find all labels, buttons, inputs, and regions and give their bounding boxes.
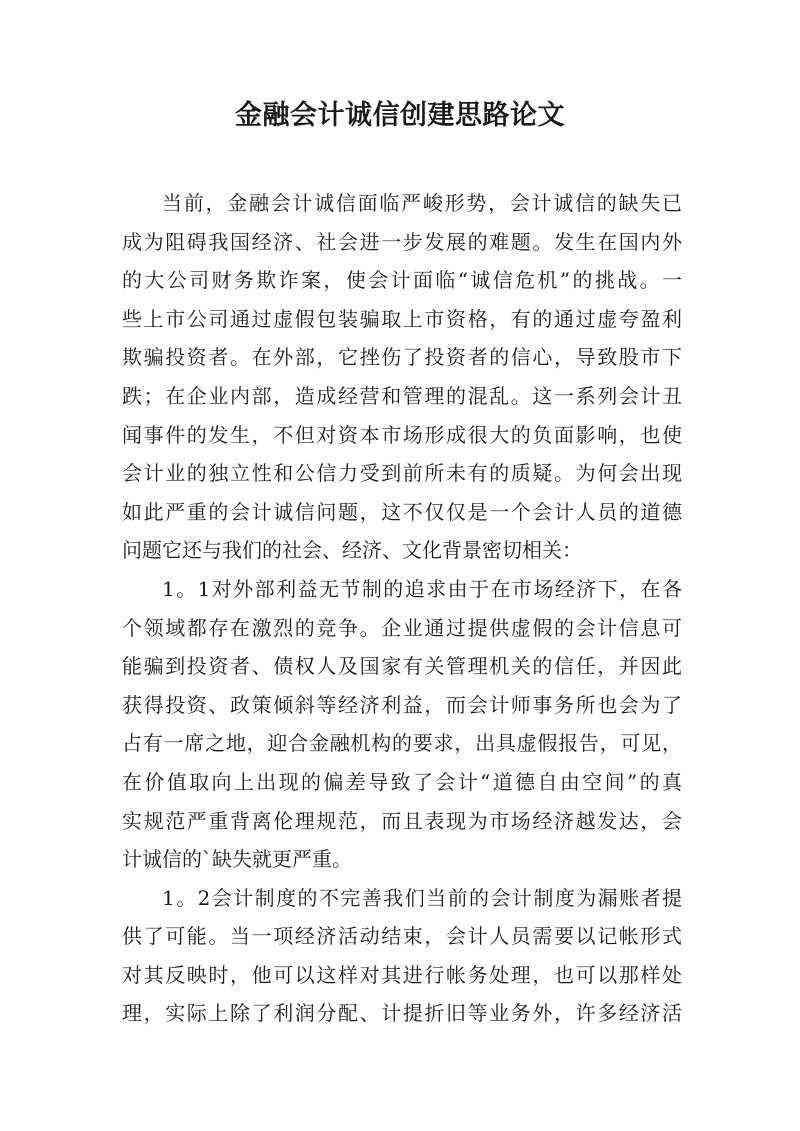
paragraph-line: 能骗到投资者、债权人及国家有关管理机关的信任，并因此 [122,654,682,679]
paragraph-line: 欺骗投资者。在外部，它挫伤了投资者的信心，导致股市下 [122,345,682,370]
paragraph-line: 问题它还与我们的社会、经济、文化背景密切相关： [122,538,582,563]
paragraph-line: 当前，金融会计诚信面临严峻形势，会计诚信的缺失已 [162,191,682,215]
paragraph-line: 1。1对外部利益无节制的追求由于在市场经济下，在各 [162,576,682,601]
paragraph-line: 些上市公司通过虚假包装骗取上市资格，有的通过虚夸盈利 [122,306,682,331]
paragraph-line: 跌；在企业内部，造成经营和管理的混乱。这一系列会计丑 [122,383,682,408]
paragraph-line: 如此严重的会计诚信问题，这不仅仅是一个会计人员的道德 [122,499,682,524]
paragraph-line: 在价值取向上出现的偏差导致了会计“道德自由空间”的真 [122,769,682,794]
paragraph-line: 对其反映时，他可以这样对其进行帐务处理，也可以那样处 [122,962,682,987]
paragraph-line: 供了可能。当一项经济活动结束，会计人员需要以记帐形式 [122,924,682,949]
paragraph-line: 闻事件的发生，不但对资本市场形成很大的负面影响，也使 [122,422,682,447]
paragraph-line: 理，实际上除了利润分配、计提折旧等业务外，许多经济活 [122,1001,682,1026]
document-title: 金融会计诚信创建思路论文 [235,100,565,131]
paragraph-line: 占有一席之地，迎合金融机构的要求，出具虚假报告，可见， [122,731,682,756]
paragraph-line: 个领域都存在激烈的竞争。企业通过提供虚假的会计信息可 [122,615,682,640]
document-body [122,184,682,1033]
paragraph-line: 会计业的独立性和公信力受到前所未有的质疑。为何会出现 [122,461,682,486]
paragraph-line: 实规范严重背离伦理规范，而且表现为市场经济越发达，会 [122,808,682,833]
paragraph-line: 计诚信的`缺失就更严重。 [122,847,352,872]
paragraph-line: 的大公司财务欺诈案，使会计面临“诚信危机”的挑战。一 [122,268,682,293]
paragraph-line: 1。2会计制度的不完善我们当前的会计制度为漏账者提 [162,885,682,910]
paragraph-line: 获得投资、政策倾斜等经济利益，而会计师事务所也会为了 [122,692,682,717]
paragraph-line: 成为阻碍我国经济、社会进一步发展的难题。发生在国内外 [122,229,682,254]
